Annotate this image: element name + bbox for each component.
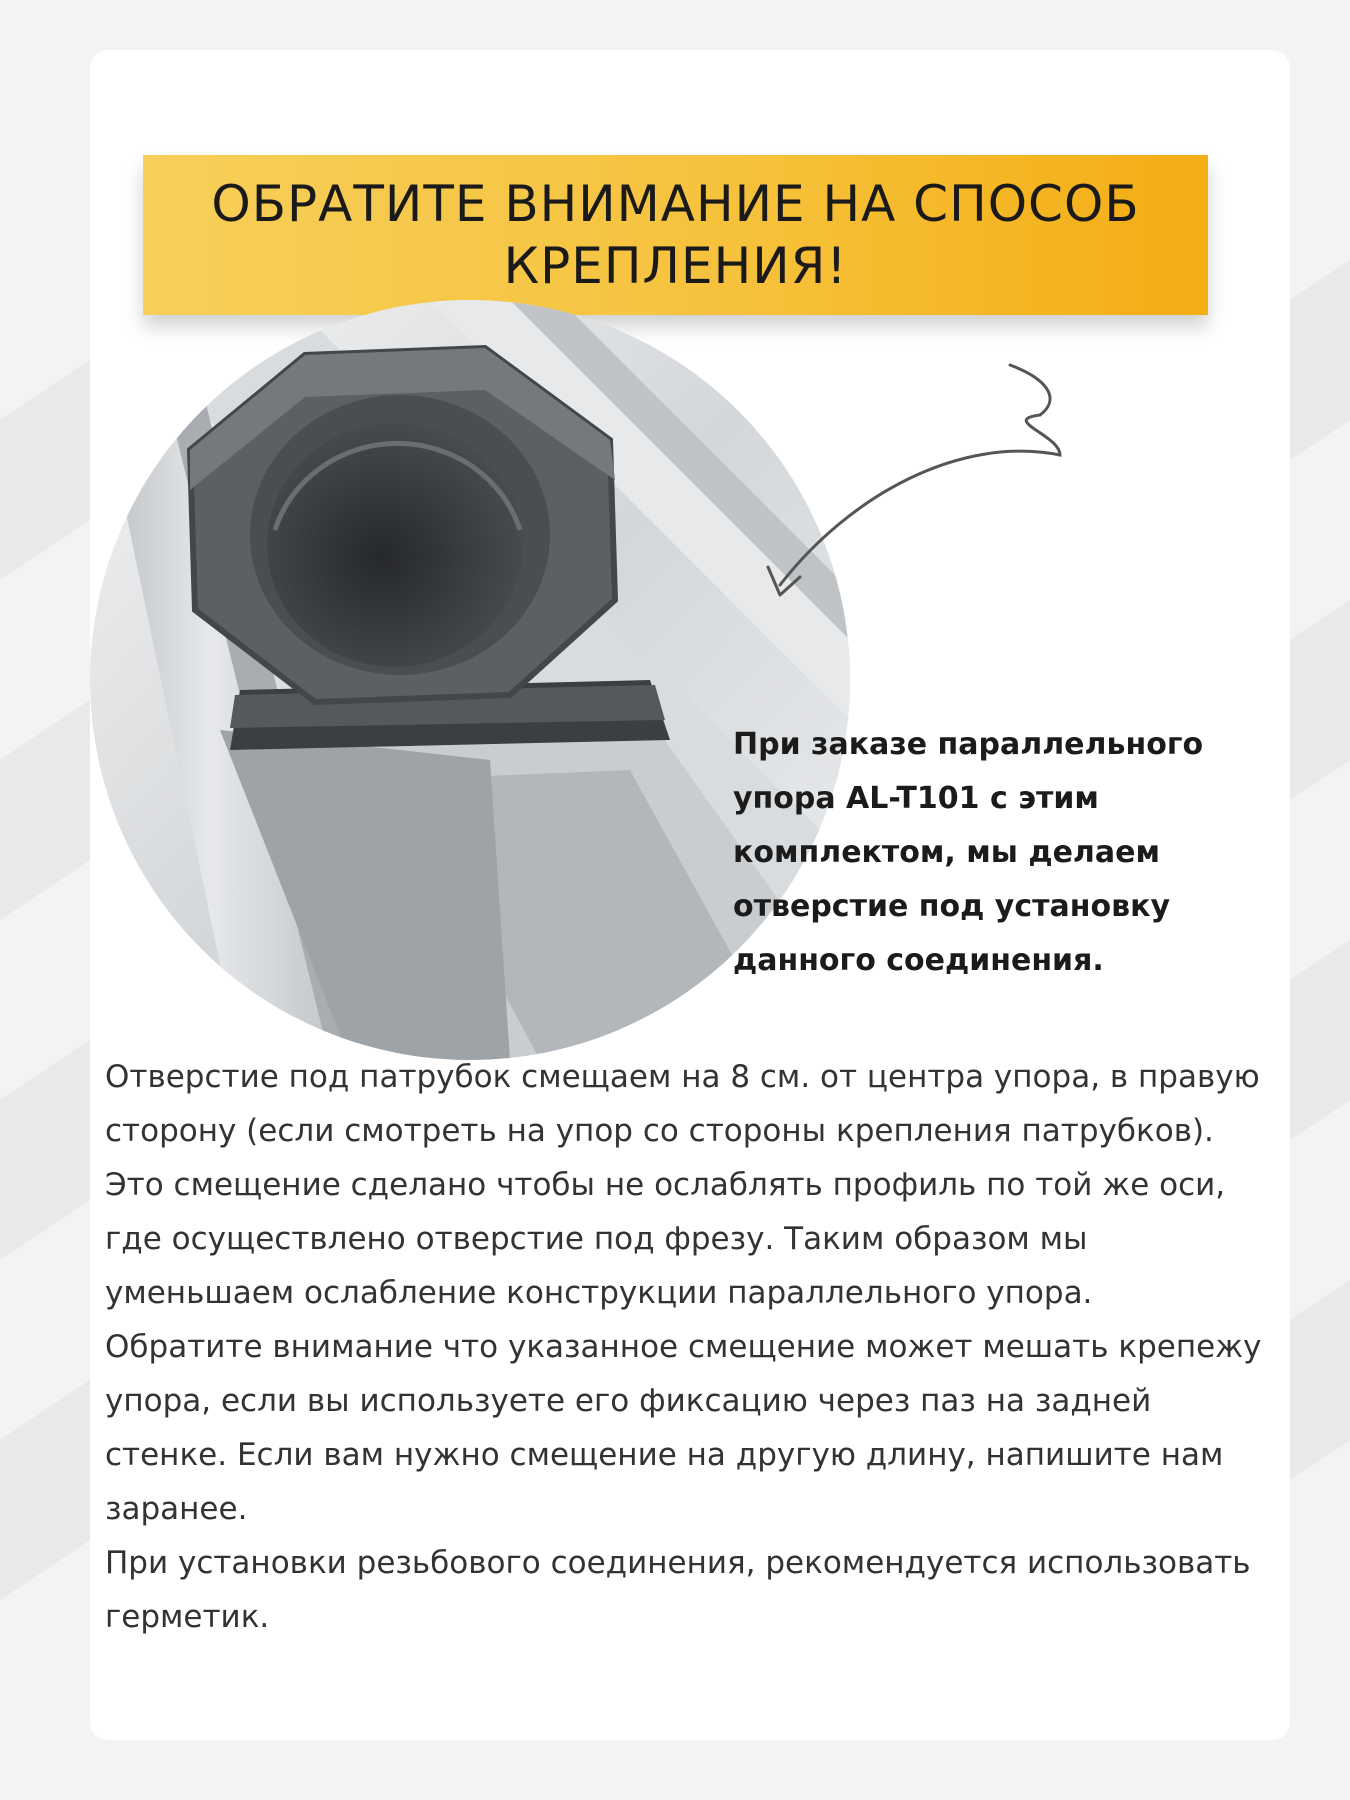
callout-text: При заказе параллельного упора AL-T101 с этим комплектом, мы делаем отверстие под установку данного соединения.: [733, 727, 1204, 978]
header-banner: [143, 155, 1208, 315]
description: [105, 1050, 1265, 1644]
curved-arrow-icon: [760, 345, 1090, 615]
banner-title: ОБРАТИТЕ ВНИМАНИЕ НА СПОСОБ КРЕПЛЕНИЯ!: [211, 175, 1140, 295]
paragraph: Отверстие под патрубок смещаем на 8 см. от центра упора, в правую сторону (если смотреть на упор со стороны крепления патрубков). Это смещение сделано чтобы не ослаблять профиль по той же оси, где осуществлено отверстие под фрезу. Таким образом мы уменьшаем ослабление конструкции параллельного упора.: [105, 1059, 1260, 1311]
paragraph: При установки резьбового соединения, рекомендуется использовать герметик.: [105, 1545, 1251, 1635]
paragraph: Обратите внимание что указанное смещение может мешать крепежу упора, если вы используете его фиксацию через паз на задней стенке. Если вам нужно смещение на другую длину, напишите нам заранее.: [105, 1329, 1262, 1527]
